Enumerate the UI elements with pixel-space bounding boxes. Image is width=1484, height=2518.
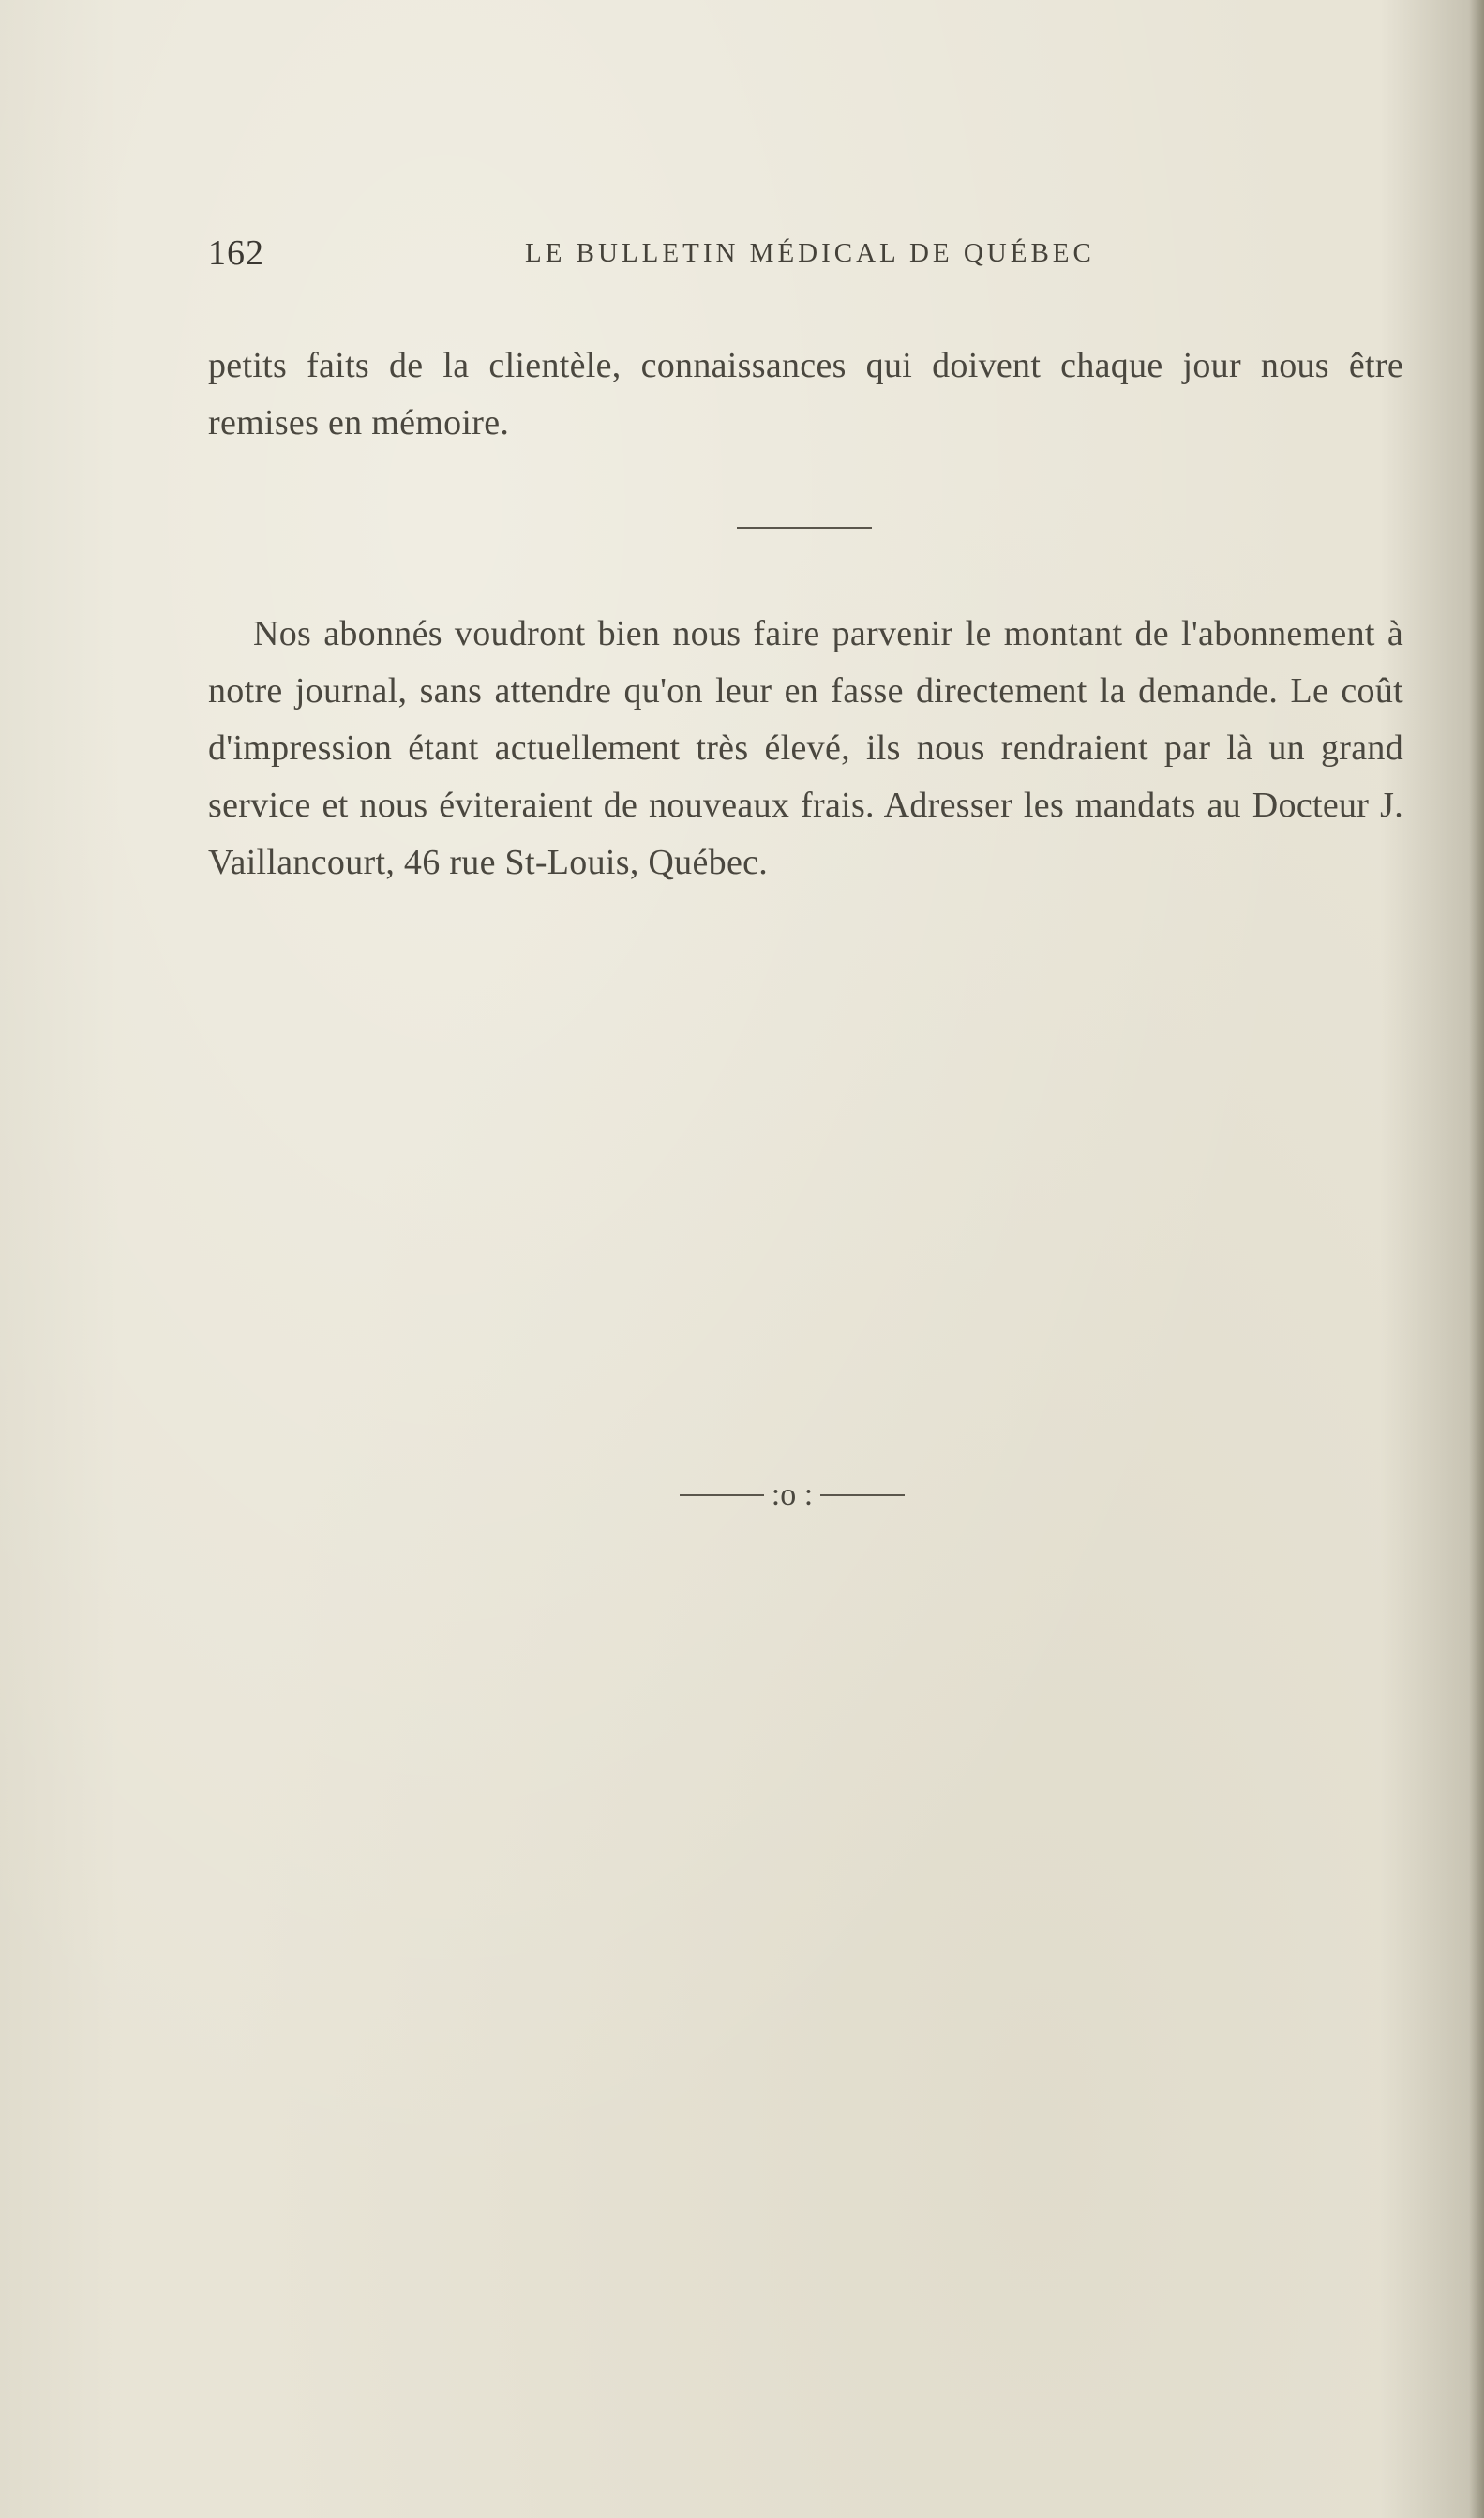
- running-head: LE BULLETIN MÉDICAL DE QUÉBEC: [525, 238, 1095, 268]
- ornament-dash-left: [680, 1494, 764, 1496]
- page-header: [208, 232, 1403, 279]
- ornament-dash-right: [820, 1494, 905, 1496]
- paragraph-continuation: petits faits de la clientèle, connaissances qui doivent chaque jour nous être remises en mémoire.: [208, 346, 1403, 442]
- end-ornament: [656, 1472, 928, 1519]
- page-number: 162: [208, 233, 264, 273]
- paragraph-subscription-notice: Nos abonnés voudront bien nous faire parvenir le montant de l'abonnement à notre journal, sans attendre qu'on leur en fasse directement la demande. Le coût d'impression étant actuellement très élevé, ils nous rendraient par là un grand service et nous éviteraient de nouveaux frais. Adresser les mandats au Docteur J. Vaillancourt, 46 rue St-Louis, Québec.: [208, 614, 1403, 882]
- page-edge-shadow: [1469, 0, 1484, 2518]
- section-divider: [737, 527, 872, 529]
- ornament-mark: :o :: [771, 1477, 814, 1512]
